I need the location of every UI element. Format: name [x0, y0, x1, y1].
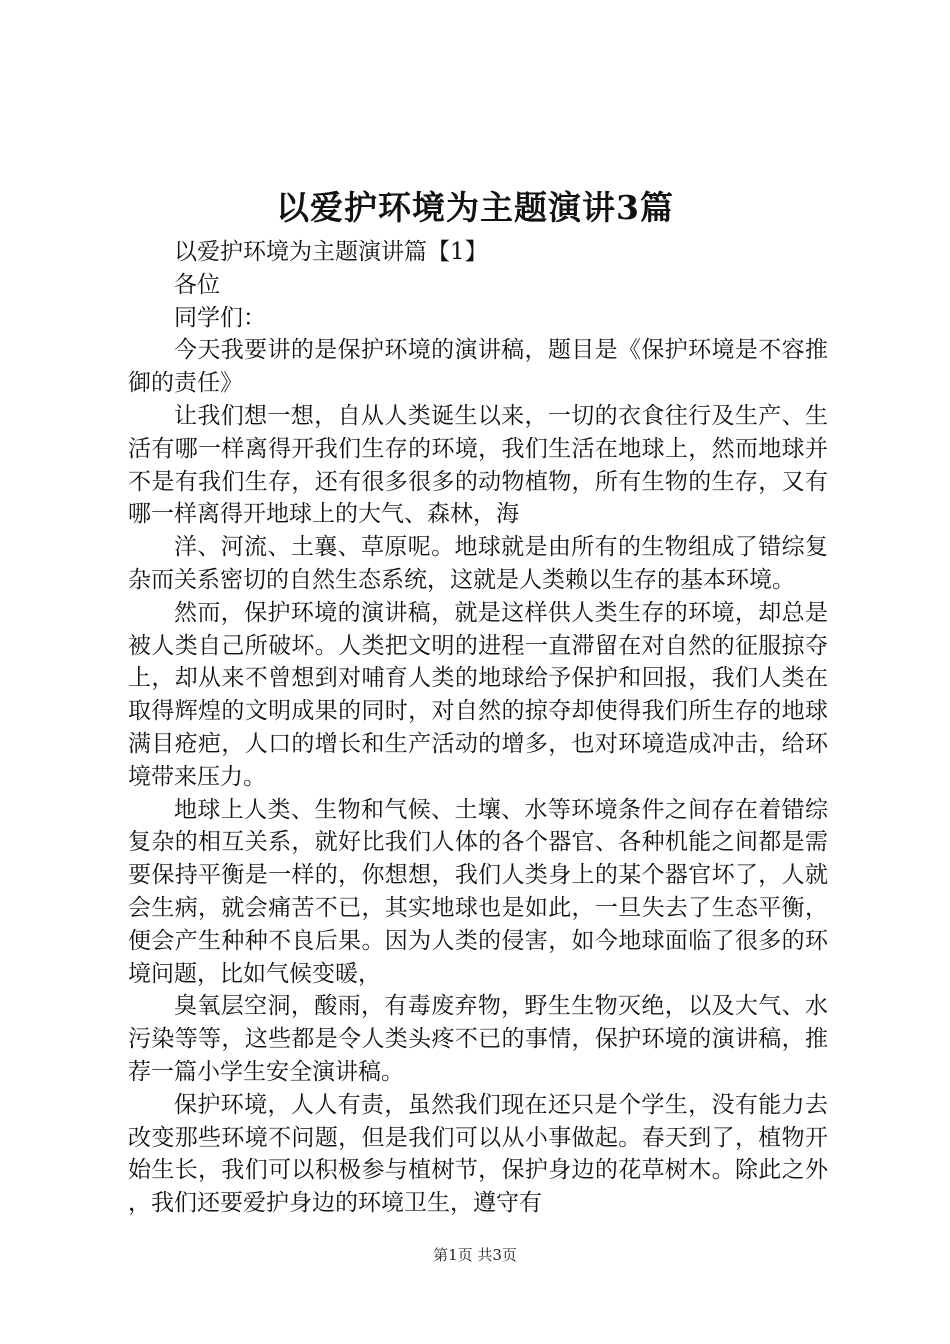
body-paragraph: 今天我要讲的是保护环境的演讲稿，题目是《保护环境是不容推御的责任》 [128, 337, 828, 397]
salutation-line: 各位 [174, 271, 220, 298]
salutation-line: 同学们： [174, 304, 266, 331]
body-paragraph: 臭氧层空洞，酸雨，有毒废弃物，野生生物灭绝，以及大气、水污染等等，这些都是令人类头疼不已的事情，保护环境的演讲稿，推荐一篇小学生安全演讲稿。 [128, 993, 828, 1085]
body-paragraph: 洋、河流、土襄、草原呢。地球就是由所有的生物组成了错综复杂而关系密切的自然生态系统，这就是人类赖以生存的基本环境。 [128, 534, 828, 593]
body-paragraph: 地球上人类、生物和气候、土壤、水等环境条件之间存在着错综复杂的相互关系，就好比我们人体的各个器官、各种机能之间都是需要保持平衡是一样的，你想想，我们人类身上的某个器官坏了，人就会生病，就会痛苦不已，其实地球也是如此，一旦失去了生态平衡，便会产生种种不良后果。因为人类的侵害，如今地球面临了很多的环境问题，比如气候变暖， [128, 796, 828, 987]
document-title: 以爱护环境为主题演讲3篇 [276, 188, 674, 227]
document-body [128, 236, 828, 1220]
body-paragraph: 让我们想一想，自从人类诞生以来，一切的衣食往行及生产、生活有哪一样离得开我们生存的环境，我们生活在地球上，然而地球并不是有我们生存，还有很多很多的动物植物，所有生物的生存，又有哪一样离得开地球上的大气、森林，海 [128, 402, 828, 528]
section-heading: 以爱护环境为主题演讲篇【1】 [174, 239, 488, 265]
page-number-footer: 第1页 共3页 [433, 1246, 517, 1264]
body-paragraph: 保护环境，人人有责，虽然我们现在还只是个学生，没有能力去改变那些环境不问题，但是我们可以从小事做起。春天到了，植物开始生长，我们可以积极参与植树节，保护身边的花草树木。除此之外，我们还要爱护身边的环境卫生，遵守有 [128, 1091, 828, 1217]
body-paragraph: 然而，保护环境的演讲稿，就是这样供人类生存的环境，却总是被人类自己所破坏。人类把文明的进程一直滞留在对自然的征服掠夺上，却从来不曾想到对哺育人类的地球给予保护和回报，我们人类在取得辉煌的文明成果的同时，对自然的掠夺却使得我们所生存的地球满目疮疤，人口的增长和生产活动的增多，也对环境造成冲击，给环境带来压力。 [128, 599, 828, 790]
